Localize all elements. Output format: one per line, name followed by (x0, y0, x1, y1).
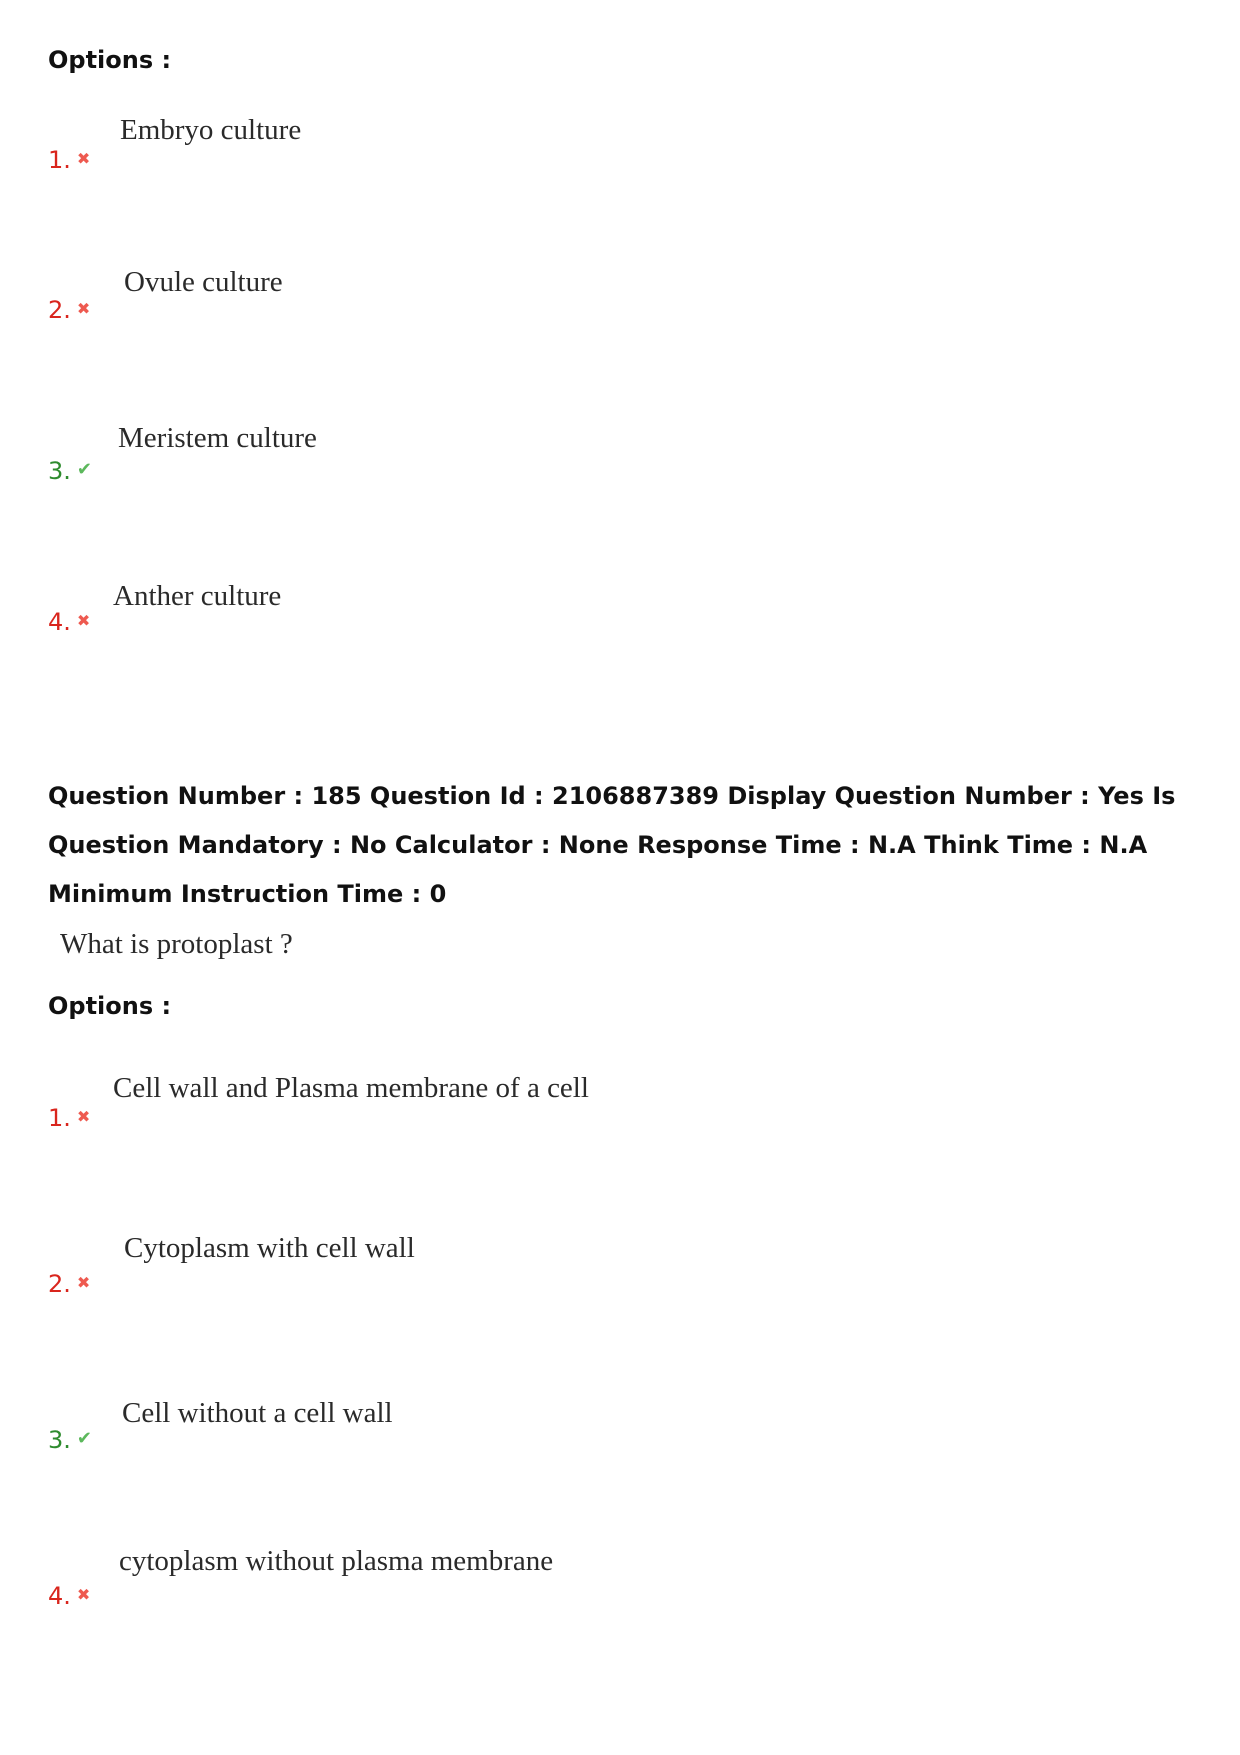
question-header: Question Number : 185 Question Id : 2106887389 Display Question Number : Yes Is Question Mandatory : No Calculator : None Response Time : N.A Think Time : N.A Minimum Instruction Time : 0 (48, 782, 1176, 908)
option-number-row (48, 1426, 92, 1454)
option-number-row (48, 1582, 90, 1610)
cross-icon: ✖ (76, 1107, 91, 1126)
option-number: 4. (48, 1582, 71, 1610)
option-text: Ovule culture (124, 266, 283, 298)
option-number-row (48, 1270, 90, 1298)
option-number: 2. (48, 296, 71, 324)
check-icon: ✔ (76, 1428, 92, 1449)
option-number-row (48, 1104, 90, 1132)
option-number-row (48, 296, 90, 324)
option-number: 3. (48, 457, 71, 485)
option-text: cytoplasm without plasma membrane (119, 1545, 554, 1577)
option-text: Meristem culture (118, 422, 317, 454)
options-label: Options : (48, 992, 172, 1020)
cross-icon: ✖ (76, 299, 91, 318)
cross-icon: ✖ (76, 1273, 91, 1292)
cross-icon: ✖ (76, 611, 91, 630)
option-text: Cytoplasm with cell wall (124, 1232, 415, 1264)
option-number: 3. (48, 1426, 71, 1454)
option-number-row (48, 146, 90, 174)
option-text: Embryo culture (120, 114, 302, 146)
option-number-row (48, 608, 90, 636)
option-number: 1. (48, 1104, 71, 1132)
question-text: What is protoplast ? (60, 928, 293, 960)
cross-icon: ✖ (76, 149, 91, 168)
check-icon: ✔ (76, 459, 92, 480)
option-text: Cell without a cell wall (122, 1397, 393, 1429)
option-number: 2. (48, 1270, 71, 1298)
option-text: Cell wall and Plasma membrane of a cell (113, 1072, 589, 1104)
options-label: Options : (48, 46, 172, 74)
option-number: 4. (48, 608, 71, 636)
option-number-row (48, 457, 92, 485)
option-text: Anther culture (113, 580, 282, 612)
option-number: 1. (48, 146, 71, 174)
cross-icon: ✖ (76, 1585, 91, 1604)
